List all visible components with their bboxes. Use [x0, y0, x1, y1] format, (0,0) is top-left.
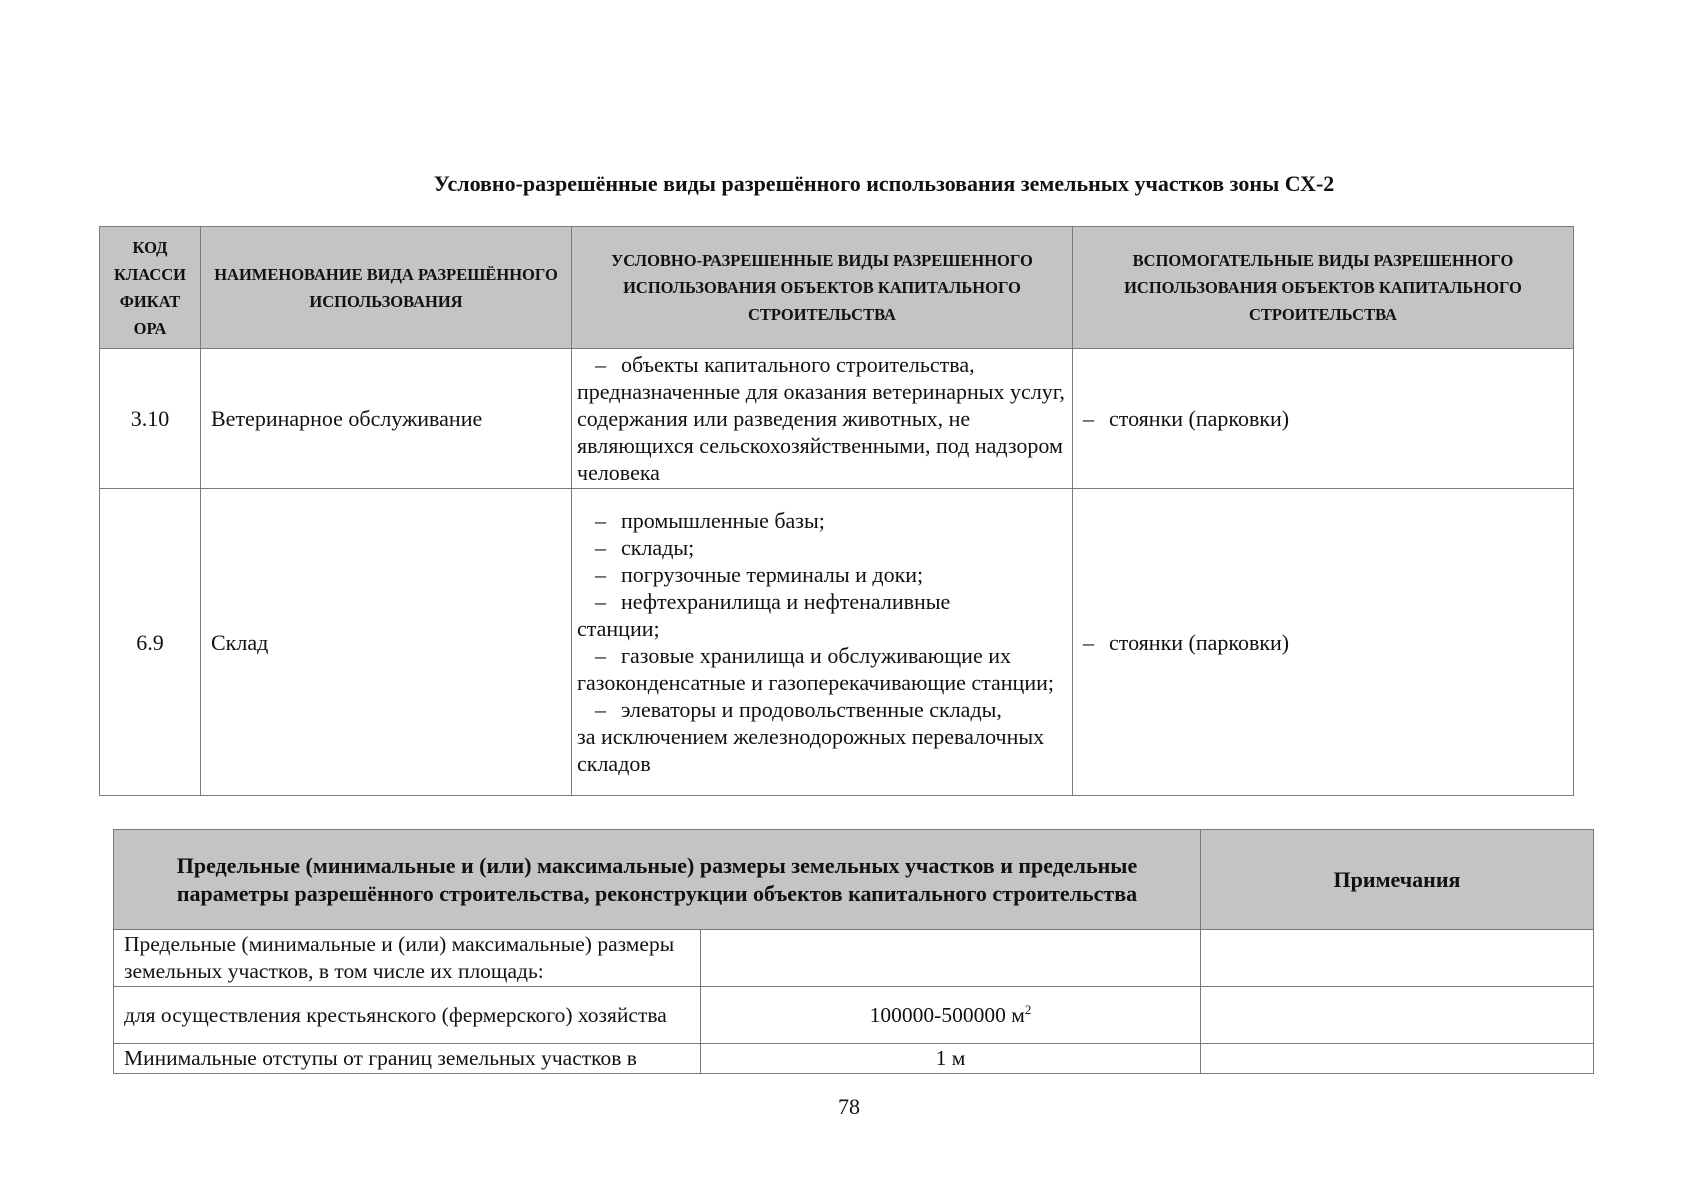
list-item — [577, 642, 1068, 669]
list-item — [577, 561, 1068, 588]
list-item-continuation: предназначенные для оказания ветеринарных услуг, содержания или разведения животных, не являющихся сельскохозяйственными, под надзором человека — [577, 379, 1065, 485]
param-label: Предельные (минимальные и (или) максимальные) размеры земельных участков, в том числе их площадь: — [114, 930, 701, 987]
dash-marker: – — [1083, 406, 1094, 431]
dash-marker: – — [595, 535, 606, 560]
param-note — [1201, 987, 1594, 1044]
list-item-text: нефтехранилища и нефтеналивные — [621, 589, 951, 614]
list-item — [577, 588, 1068, 615]
param-value-text: 1 м — [935, 1046, 966, 1070]
dash-marker: – — [595, 508, 606, 533]
param-note — [1201, 1044, 1594, 1074]
list-item-text: газовые хранилища и обслуживающие их — [621, 643, 1011, 668]
table-row — [114, 1044, 1594, 1074]
page-number: 78 — [838, 1094, 860, 1119]
list-item-text: склады; — [621, 535, 695, 560]
row-code: 6.9 — [100, 489, 201, 796]
list-item — [577, 351, 1068, 378]
row-code: 3.10 — [100, 349, 201, 489]
list-item-continuation: станции; — [577, 616, 660, 641]
dash-marker: – — [595, 697, 606, 722]
dash-marker: – — [595, 589, 606, 614]
page-title: Условно-разрешённые виды разрешённого использования земельных участков зоны СХ-2 — [433, 171, 1335, 196]
param-value — [701, 930, 1201, 987]
header-code: КОД КЛАССИ ФИКАТ ОРА — [100, 227, 201, 349]
header-conditional: УСЛОВНО-РАЗРЕШЕННЫЕ ВИДЫ РАЗРЕШЕННОГО ИСПОЛЬЗОВАНИЯ ОБЪЕКТОВ КАПИТАЛЬНОГО СТРОИТЕЛЬСТВА — [572, 227, 1073, 349]
row-auxiliary — [1073, 489, 1574, 796]
dash-marker: – — [595, 562, 606, 587]
list-item — [577, 696, 1068, 723]
header-auxiliary: ВСПОМОГАТЕЛЬНЫЕ ВИДЫ РАЗРЕШЕННОГО ИСПОЛЬЗОВАНИЯ ОБЪЕКТОВ КАПИТАЛЬНОГО СТРОИТЕЛЬСТВА — [1073, 227, 1574, 349]
auxiliary-text: стоянки (парковки) — [1109, 406, 1290, 431]
header-name: НАИМЕНОВАНИЕ ВИДА РАЗРЕШЁННОГО ИСПОЛЬЗОВАНИЯ — [201, 227, 572, 349]
param-label: Минимальные отступы от границ земельных участков в — [114, 1044, 701, 1074]
param-note — [1201, 930, 1594, 987]
param-label: для осуществления крестьянского (фермерского) хозяйства — [114, 987, 701, 1044]
table-row — [114, 987, 1594, 1044]
uses-table — [99, 226, 1574, 796]
row-name: Ветеринарное обслуживание — [201, 349, 572, 489]
list-item-text: элеваторы и продовольственные склады, — [621, 697, 1002, 722]
list-item-continuation: газоконденсатные и газоперекачивающие станции; — [577, 670, 1054, 695]
uses-table-header-row — [100, 227, 1574, 349]
list-item-text: погрузочные терминалы и доки; — [621, 562, 924, 587]
list-item-text: промышленные базы; — [621, 508, 825, 533]
param-value-sup: 2 — [1024, 1001, 1032, 1017]
dash-marker: – — [595, 352, 606, 377]
row-conditional-list — [572, 349, 1073, 489]
list-item — [577, 534, 1068, 561]
param-value — [701, 987, 1201, 1044]
params-table-header-row — [114, 830, 1594, 930]
table-row — [114, 930, 1594, 987]
dash-marker: – — [595, 643, 606, 668]
params-table — [113, 829, 1594, 1074]
list-item — [577, 507, 1068, 534]
row-auxiliary — [1073, 349, 1574, 489]
row-conditional-list — [572, 489, 1073, 796]
param-value — [701, 1044, 1201, 1074]
header-notes: Примечания — [1201, 830, 1594, 930]
table-row — [100, 489, 1574, 796]
auxiliary-text: стоянки (парковки) — [1109, 629, 1290, 655]
row-name: Склад — [201, 489, 572, 796]
param-value-text: 100000-500000 м — [869, 1002, 1025, 1027]
dash-marker: – — [1083, 629, 1094, 655]
header-limits: Предельные (минимальные и (или) максимальные) размеры земельных участков и предельные параметры разрешённого строительства, реконструкции объектов капитального строительства — [114, 830, 1201, 930]
list-item-text: объекты капитального строительства, — [621, 352, 975, 377]
table-row — [100, 349, 1574, 489]
list-item-continuation: за исключением железнодорожных перевалочных складов — [577, 724, 1045, 776]
